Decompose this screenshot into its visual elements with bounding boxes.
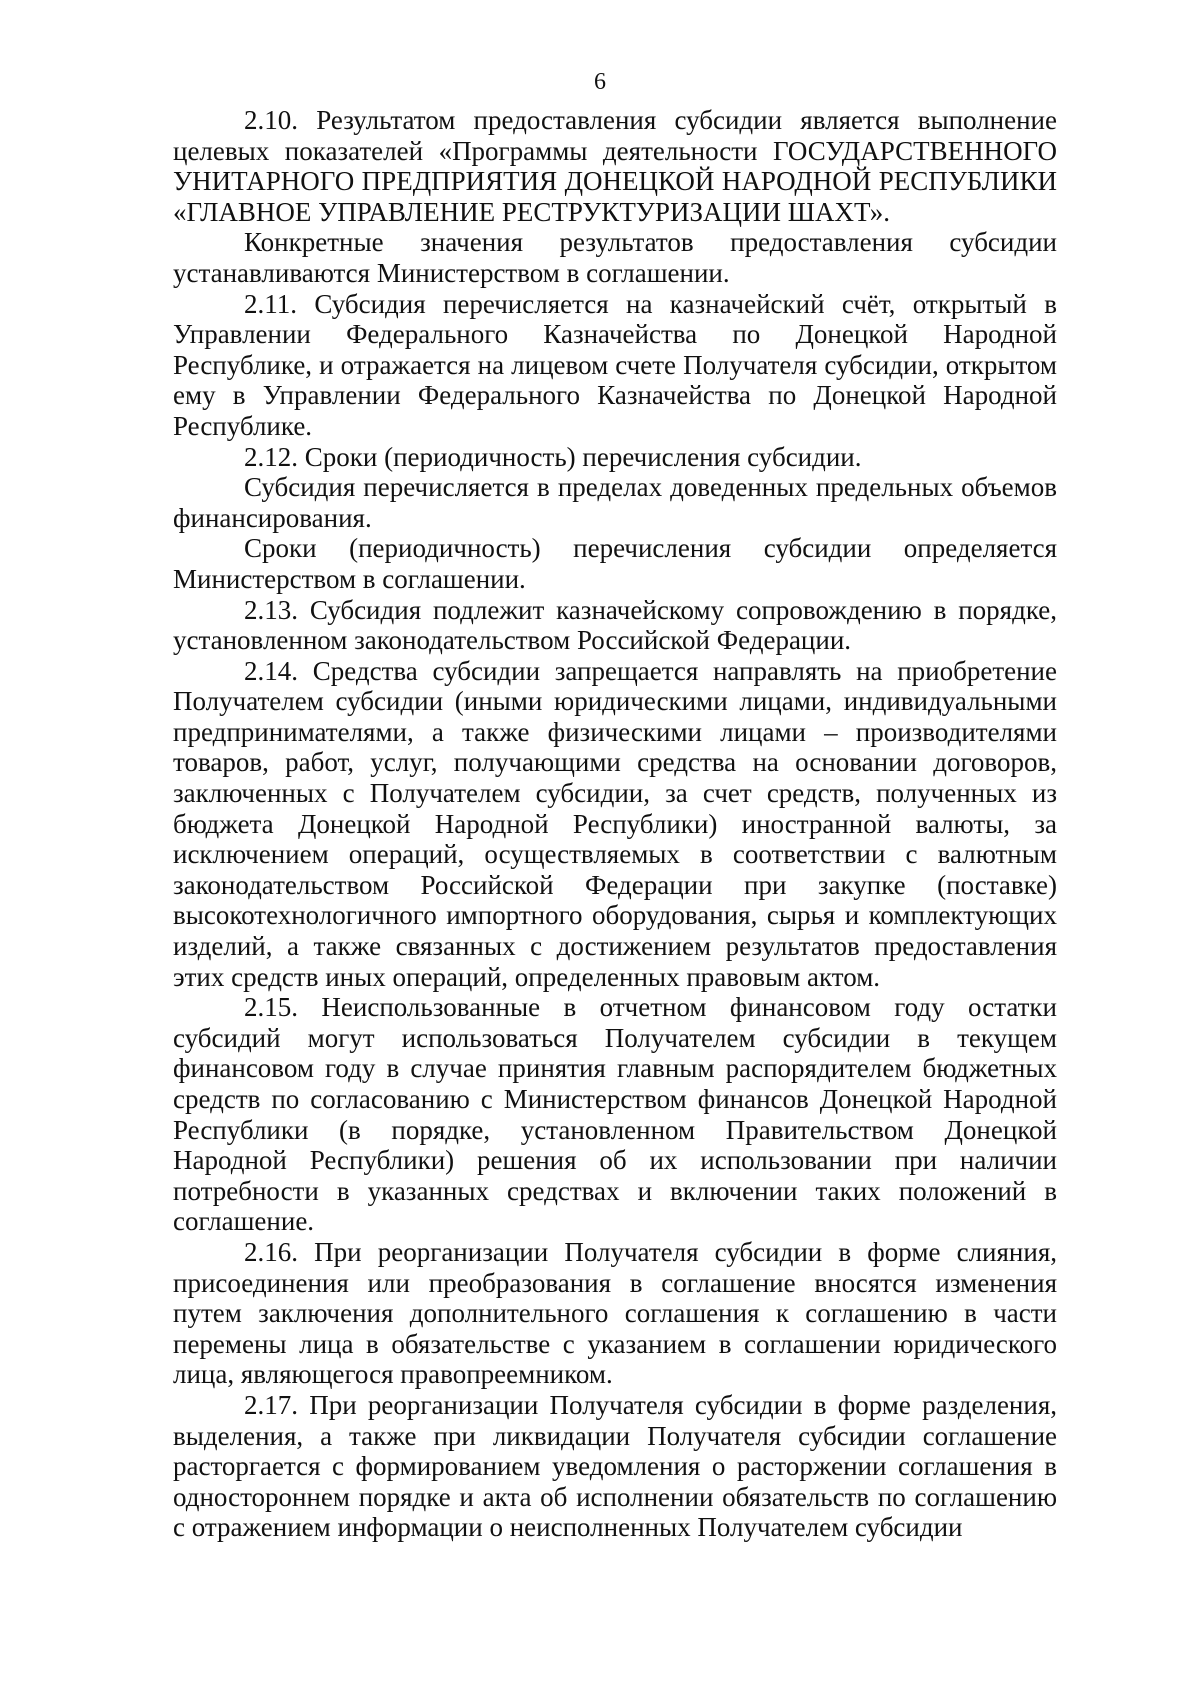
paragraph-financing-limits: Субсидия перечисляется в пределах доведенных предельных объемов финансирования.: [173, 472, 1057, 533]
paragraph-transfer-terms: Сроки (периодичность) перечисления субсидии определяется Министерством в соглашении.: [173, 533, 1057, 594]
page-number: 6: [594, 69, 606, 95]
paragraph-2-17: 2.17. При реорганизации Получателя субсидии в форме разделения, выделения, а также при ликвидации Получателя субсидии соглашение расторгается с формированием уведомления о расторжении соглашения в одностороннем порядке и акта об исполнении обязательств по соглашению с отражением информации о неисполненных Получателем субсидии: [173, 1389, 1057, 1543]
paragraph-2-11: 2.11. Субсидия перечисляется на казначейский счёт, открытый в Управлении Федерального Казначейства по Донецкой Народной Республике, и отражается на лицевом счете Получателя субсидии, открытом ему в Управлении Федерального Казначейства по Донецкой Народной Республике.: [173, 288, 1057, 441]
paragraph-2-15: 2.15. Неиспользованные в отчетном финансовом году остатки субсидий могут использоваться Получателем субсидии в текущем финансовом году в случае принятия главным распорядителем бюджетных средств по согласованию с Министерством финансов Донецкой Народной Республики (в порядке, установленном Правительством Донецкой Народной Республики) решения об их использовании при наличии потребности в указанных средствах и включении таких положений в соглашение.: [173, 992, 1057, 1237]
document-body: [173, 105, 1057, 1543]
paragraph-2-10: 2.10. Результатом предоставления субсидии является выполнение целевых показателей «Программы деятельности ГОСУДАРСТВЕННОГО УНИТАРНОГО ПРЕДПРИЯТИЯ ДОНЕЦКОЙ НАРОДНОЙ РЕСПУБЛИКИ «ГЛАВНОЕ УПРАВЛЕНИЕ РЕСТРУКТУРИЗАЦИИ ШАХТ».: [173, 105, 1057, 227]
paragraph-2-14: 2.14. Средства субсидии запрещается направлять на приобретение Получателем субсидии (иными юридическими лицами, индивидуальными предпринимателями, а также физическими лицами – производителями товаров, работ, услуг, получающими средства на основании договоров, заключенных с Получателем субсидии, за счет средств, полученных из бюджета Донецкой Народной Республики) иностранной валюты, за исключением операций, осуществляемых в соответствии с валютным законодательством Российской Федерации при закупке (поставке) высокотехнологичного импортного оборудования, сырья и комплектующих изделий, а также связанных с достижением результатов предоставления этих средств иных операций, определенных правовым актом.: [173, 655, 1057, 992]
paragraph-specific-values: Конкретные значения результатов предоставления субсидии устанавливаются Министерством в соглашении.: [173, 227, 1057, 288]
paragraph-2-16: 2.16. При реорганизации Получателя субсидии в форме слияния, присоединения или преобразования в соглашение вносятся изменения путем заключения дополнительного соглашения к соглашению в части перемены лица в обязательстве с указанием в соглашении юридического лица, являющегося правопреемником.: [173, 1236, 1057, 1390]
paragraph-2-13: 2.13. Субсидия подлежит казначейскому сопровождению в порядке, установленном законодательством Российской Федерации.: [173, 594, 1057, 656]
paragraph-2-12: 2.12. Сроки (периодичность) перечисления субсидии.: [244, 441, 862, 472]
